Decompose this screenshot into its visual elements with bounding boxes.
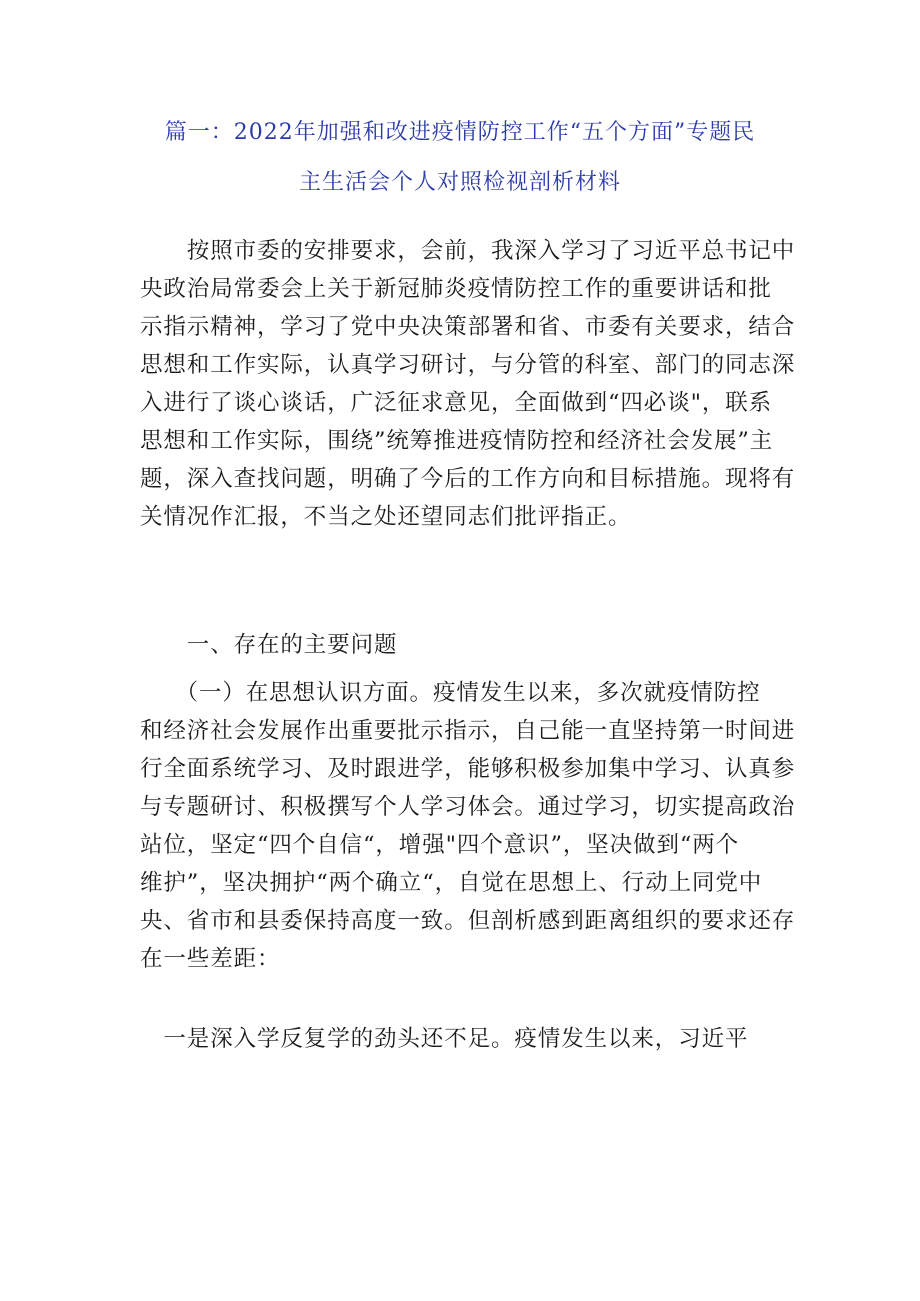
paragraph-line: 在一些差距： xyxy=(140,946,281,972)
paragraph-line: 关情况作汇报，不当之处还望同志们批评指正。 xyxy=(140,504,632,530)
paragraph-line: 央政治局常委会上关于新冠肺炎疫情防控工作的重要讲话和批 xyxy=(140,276,772,302)
intro-paragraph xyxy=(140,232,796,536)
paragraph-line: 行全面系统学习、及时跟进学，能够积极参加集中学习、认真参 xyxy=(140,756,796,782)
paragraph-line: 思想和工作实际，认真学习研讨，与分管的科室、部门的同志深 xyxy=(140,352,796,378)
paragraph-line: 按照市委的安排要求，会前，我深入学习了习近平总书记中 xyxy=(140,238,796,264)
paragraph-line: 入进行了谈心谈话，广泛征求意见，全面做到“四必谈"，联系 xyxy=(140,390,773,416)
title-line: 主生活会个人对照检视剖析材料 xyxy=(298,170,621,195)
paragraph-line: 央、省市和县委保持高度一致。但剖析感到距离组织的要求还存 xyxy=(140,908,796,934)
document-title xyxy=(140,108,780,208)
paragraph-line: 与专题研讨、积极撰写个人学习体会。通过学习，切实提高政治 xyxy=(140,794,796,820)
paragraph-line: 和经济社会发展作出重要批示指示，自己能一直坚持第一时间进 xyxy=(140,718,796,744)
paragraph-line: 题，深入查找问题，明确了今后的工作方向和目标措施。现将有 xyxy=(140,466,796,492)
section-heading-text: 一、存在的主要问题 xyxy=(140,632,398,658)
paragraph-line: （一）在思想认识方面。疫情发生以来，多次就疫情防控 xyxy=(140,680,761,706)
section-heading xyxy=(140,626,788,664)
paragraph-line: 站位，坚定“四个自信“，增强"四个意识”，坚决做到“两个 xyxy=(140,832,740,858)
subsection-paragraph xyxy=(140,674,796,978)
paragraph-line: 维护”，坚决拥护“两个确立“，自觉在思想上、行动上同党中 xyxy=(140,870,763,896)
paragraph-line: 一是深入学反复学的劲头还不足。疫情发生以来，习近平 xyxy=(140,1026,749,1052)
title-line: 篇一：2022年加强和改进疫情防控工作“五个方面”专题民 xyxy=(164,120,756,145)
paragraph-line: 思想和工作实际，围绕”统筹推进疫情防控和经济社会发展”主 xyxy=(140,428,774,454)
paragraph-line: 示指示精神，学习了党中央决策部署和省、市委有关要求，结合 xyxy=(140,314,796,340)
point-paragraph xyxy=(140,1020,788,1058)
